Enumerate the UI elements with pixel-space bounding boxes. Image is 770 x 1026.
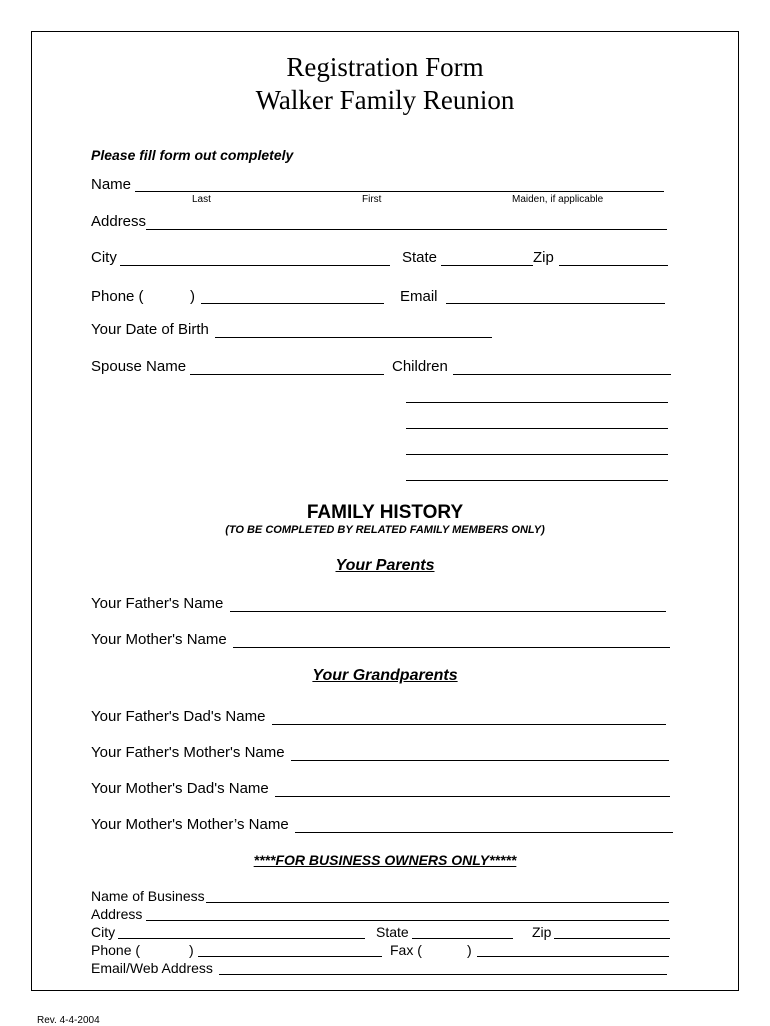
business-city-label: City	[91, 924, 116, 940]
mother-name-field[interactable]	[233, 630, 670, 648]
mothers-mother-field[interactable]	[295, 815, 673, 833]
dob-label: Your Date of Birth	[91, 321, 209, 338]
state-field[interactable]	[441, 248, 533, 266]
city-label: City	[91, 249, 117, 266]
family-history-heading: FAMILY HISTORY	[306, 502, 464, 523]
business-name-field[interactable]	[206, 886, 669, 903]
fathers-dad-field[interactable]	[272, 707, 666, 725]
grandparents-heading: Your Grandparents	[312, 667, 458, 684]
business-email-label: Email/Web Address	[91, 960, 213, 976]
business-zip-label: Zip	[532, 924, 552, 940]
children-field[interactable]	[453, 357, 671, 375]
fathers-dad-label: Your Father's Dad's Name	[91, 708, 266, 725]
business-fax-paren-close: )	[467, 942, 472, 958]
business-heading: ****FOR BUSINESS OWNERS ONLY*****	[253, 852, 517, 868]
children-field[interactable]	[406, 411, 668, 429]
mothers-mother-label: Your Mother's Mother’s Name	[91, 816, 289, 833]
name-field[interactable]	[135, 174, 664, 192]
name-sub-first: First	[362, 194, 382, 205]
father-name-label: Your Father's Name	[91, 595, 224, 612]
phone-field[interactable]	[201, 286, 384, 304]
state-label: State	[402, 249, 438, 266]
business-address-field[interactable]	[146, 904, 669, 921]
city-field[interactable]	[120, 248, 390, 266]
business-address-label: Address	[91, 906, 143, 922]
fathers-mother-label: Your Father's Mother's Name	[91, 744, 285, 761]
business-fax-field[interactable]	[477, 940, 669, 957]
mothers-dad-field[interactable]	[275, 779, 670, 797]
business-fax-label: Fax (	[390, 942, 422, 958]
email-label: Email	[400, 288, 438, 305]
children-field[interactable]	[406, 463, 668, 481]
zip-field[interactable]	[559, 248, 668, 266]
business-email-field[interactable]	[219, 958, 667, 975]
dob-field[interactable]	[215, 320, 492, 338]
zip-label: Zip	[533, 249, 554, 266]
name-sub-last: Last	[192, 194, 211, 205]
address-label: Address	[91, 213, 147, 230]
business-phone-field[interactable]	[198, 940, 382, 957]
business-name-label: Name of Business	[91, 888, 205, 904]
mother-name-label: Your Mother's Name	[91, 631, 227, 648]
mothers-dad-label: Your Mother's Dad's Name	[91, 780, 269, 797]
revision-text: Rev. 4-4-2004	[37, 1015, 100, 1026]
spouse-field[interactable]	[190, 357, 384, 375]
children-field[interactable]	[406, 385, 668, 403]
father-name-field[interactable]	[230, 594, 666, 612]
business-phone-paren-close: )	[189, 942, 194, 958]
form-title: Registration Form	[286, 52, 484, 82]
name-sub-maiden: Maiden, if applicable	[512, 194, 604, 205]
business-state-label: State	[376, 924, 409, 940]
fathers-mother-field[interactable]	[291, 743, 669, 761]
address-field[interactable]	[146, 212, 667, 230]
business-city-field[interactable]	[118, 922, 365, 939]
instructions-text: Please fill form out completely	[91, 147, 294, 163]
spouse-label: Spouse Name	[91, 358, 187, 375]
business-zip-field[interactable]	[554, 922, 670, 939]
phone-paren-close: )	[190, 288, 195, 305]
family-history-subheading: (TO BE COMPLETED BY RELATED FAMILY MEMBERS ONLY)	[225, 524, 545, 536]
phone-label: Phone (	[91, 288, 144, 305]
business-phone-label: Phone (	[91, 942, 141, 958]
children-field[interactable]	[406, 437, 668, 455]
business-state-field[interactable]	[412, 922, 513, 939]
name-label: Name	[91, 176, 132, 193]
parents-heading: Your Parents	[335, 557, 435, 574]
children-label: Children	[392, 358, 448, 375]
form-subtitle: Walker Family Reunion	[255, 85, 515, 115]
email-field[interactable]	[446, 286, 665, 304]
